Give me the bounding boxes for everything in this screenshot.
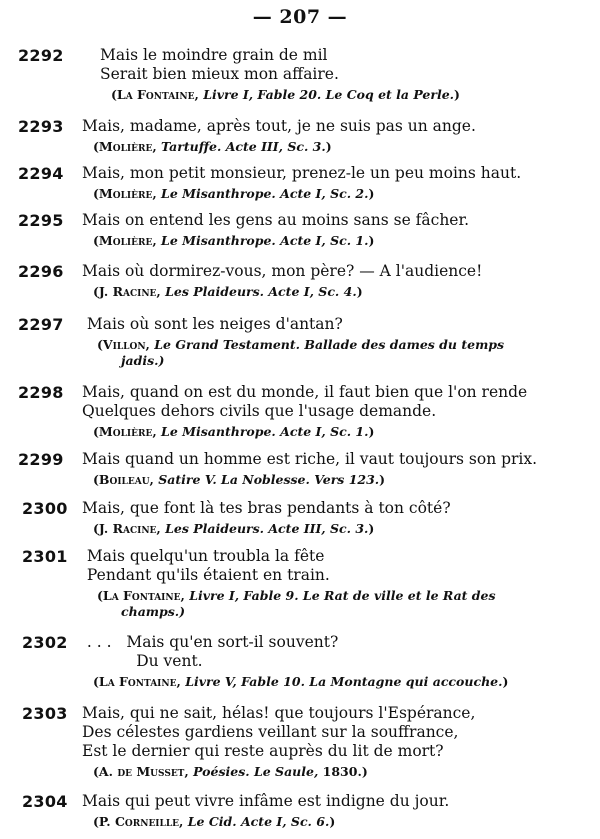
quote-line: Mais quelqu'un troubla la fête	[82, 547, 325, 565]
citation-author: Molière,	[98, 139, 157, 154]
citation-work: Le Misanthrope. Acte I, Sc. 2.	[161, 186, 369, 201]
citation-author: Molière,	[98, 233, 157, 248]
quote-line: Mais, qui ne sait, hélas! que toujours l'Espérance,	[82, 704, 476, 722]
entry-number: 2297	[18, 315, 64, 334]
entry-number: 2293	[18, 117, 64, 136]
quote-line: Est le dernier qui reste auprès du lit de mort?	[82, 742, 444, 760]
citation: (La Fontaine, Livre V, Fable 10. La Montagne qui accouche.)	[93, 674, 509, 689]
quote-line: Mais où sont les neiges d'antan?	[82, 315, 343, 333]
citation: (Molière, Le Misanthrope. Acte I, Sc. 1.)	[93, 233, 375, 248]
citation-work: Le Misanthrope. Acte I, Sc. 1.	[161, 233, 369, 248]
quote-line: Pendant qu'ils étaient en train.	[82, 566, 330, 584]
citation-author: La Fontaine,	[102, 588, 185, 603]
quote-line: Du vent.	[82, 652, 203, 670]
citation: (La Fontaine, Livre I, Fable 9. Le Rat de ville et le Rat des champs.)	[82, 588, 588, 620]
citation-work: Livre V, Fable 10. La Montagne qui accouche.	[185, 674, 503, 689]
citation-work: Le Misanthrope. Acte I, Sc. 1.	[161, 424, 369, 439]
citation: (Molière, Tartuffe. Acte III, Sc. 3.)	[93, 139, 332, 154]
quote-line: Des célestes gardiens veillant sur la souffrance,	[82, 723, 459, 741]
page-number: — 207 —	[252, 6, 348, 28]
quote-line: Serait bien mieux mon affaire.	[100, 65, 339, 83]
citation: (J. Racine, Les Plaideurs. Acte I, Sc. 4.)	[93, 284, 363, 299]
quote-line: Mais le moindre grain de mil	[100, 46, 328, 64]
citation-author: Molière,	[98, 424, 157, 439]
entry-number: 2299	[18, 450, 64, 469]
entry-number: 2303	[22, 704, 68, 723]
citation-work: Les Plaideurs. Acte I, Sc. 4.	[165, 284, 357, 299]
citation-author: J. Racine,	[98, 521, 161, 536]
citation-work: Poésies. Le Saule,	[193, 764, 319, 779]
citation: (Molière, Le Misanthrope. Acte I, Sc. 2.)	[93, 186, 375, 201]
entry-number: 2300	[22, 499, 68, 518]
citation-work: Le Cid. Acte I, Sc. 6.	[187, 814, 330, 829]
citation: (P. Corneille, Le Cid. Acte I, Sc. 6.)	[93, 814, 336, 829]
citation-author: J. Racine,	[98, 284, 161, 299]
citation: (J. Racine, Les Plaideurs. Acte III, Sc. 3.)	[93, 521, 375, 536]
quote-line: Mais quand un homme est riche, il vaut toujours son prix.	[82, 450, 538, 468]
quote-line: Mais où dormirez-vous, mon père? — A l'audience!	[82, 262, 483, 280]
entry-number: 2302	[22, 633, 68, 652]
citation-author: Molière,	[98, 186, 157, 201]
quote-line: Mais, madame, après tout, je ne suis pas un ange.	[82, 117, 476, 135]
citation: (La Fontaine, Livre I, Fable 20. Le Coq et la Perle.)	[111, 87, 460, 102]
quote-line: Mais, que font là tes bras pendants à ton côté?	[82, 499, 451, 517]
citation: (Villon, Le Grand Testament. Ballade des dames du temps jadis.)	[82, 337, 588, 369]
entry-number: 2294	[18, 164, 64, 183]
quote-line: Quelques dehors civils que l'usage demande.	[82, 402, 437, 420]
entry-number: 2301	[22, 547, 68, 566]
quote-line: Mais, quand on est du monde, il faut bien que l'on rende	[82, 383, 528, 401]
entry-number: 2292	[18, 46, 64, 65]
citation: (A. de Musset, Poésies. Le Saule, 1830.)	[93, 764, 368, 779]
citation: (Molière, Le Misanthrope. Acte I, Sc. 1.)	[93, 424, 375, 439]
citation-work: Satire V. La Noblesse. Vers 123.	[158, 472, 380, 487]
citation-work: Les Plaideurs. Acte III, Sc. 3.	[165, 521, 369, 536]
quote-line: Mais on entend les gens au moins sans se fâcher.	[82, 211, 470, 229]
citation-continuation: jadis.)	[121, 353, 165, 368]
citation-continuation: champs.)	[121, 604, 186, 619]
citation-author: La Fontaine,	[98, 674, 181, 689]
citation-author: Villon,	[102, 337, 150, 352]
entry-number: 2298	[18, 383, 64, 402]
quote-line: Mais qui peut vivre infâme est indigne du jour.	[82, 792, 450, 810]
citation-work: Livre I, Fable 20. Le Coq et la Perle.	[203, 87, 455, 102]
citation-author: A. de Musset,	[98, 764, 189, 779]
citation-author: P. Corneille,	[98, 814, 184, 829]
entry-number: 2304	[22, 792, 68, 811]
citation: (Boileau, Satire V. La Noblesse. Vers 123.)	[93, 472, 386, 487]
quote-line: . . . Mais qu'en sort-il souvent?	[82, 633, 339, 651]
quote-line: Mais, mon petit monsieur, prenez-le un peu moins haut.	[82, 164, 522, 182]
entry-number: 2295	[18, 211, 64, 230]
citation-author: Boileau,	[98, 472, 154, 487]
citation-author: La Fontaine,	[116, 87, 199, 102]
citation-work: Livre I, Fable 9. Le Rat de ville et le Rat des	[189, 588, 496, 603]
citation-work: Le Grand Testament. Ballade des dames du temps	[154, 337, 505, 352]
citation-work: Tartuffe. Acte III, Sc. 3.	[161, 139, 326, 154]
entry-number: 2296	[18, 262, 64, 281]
